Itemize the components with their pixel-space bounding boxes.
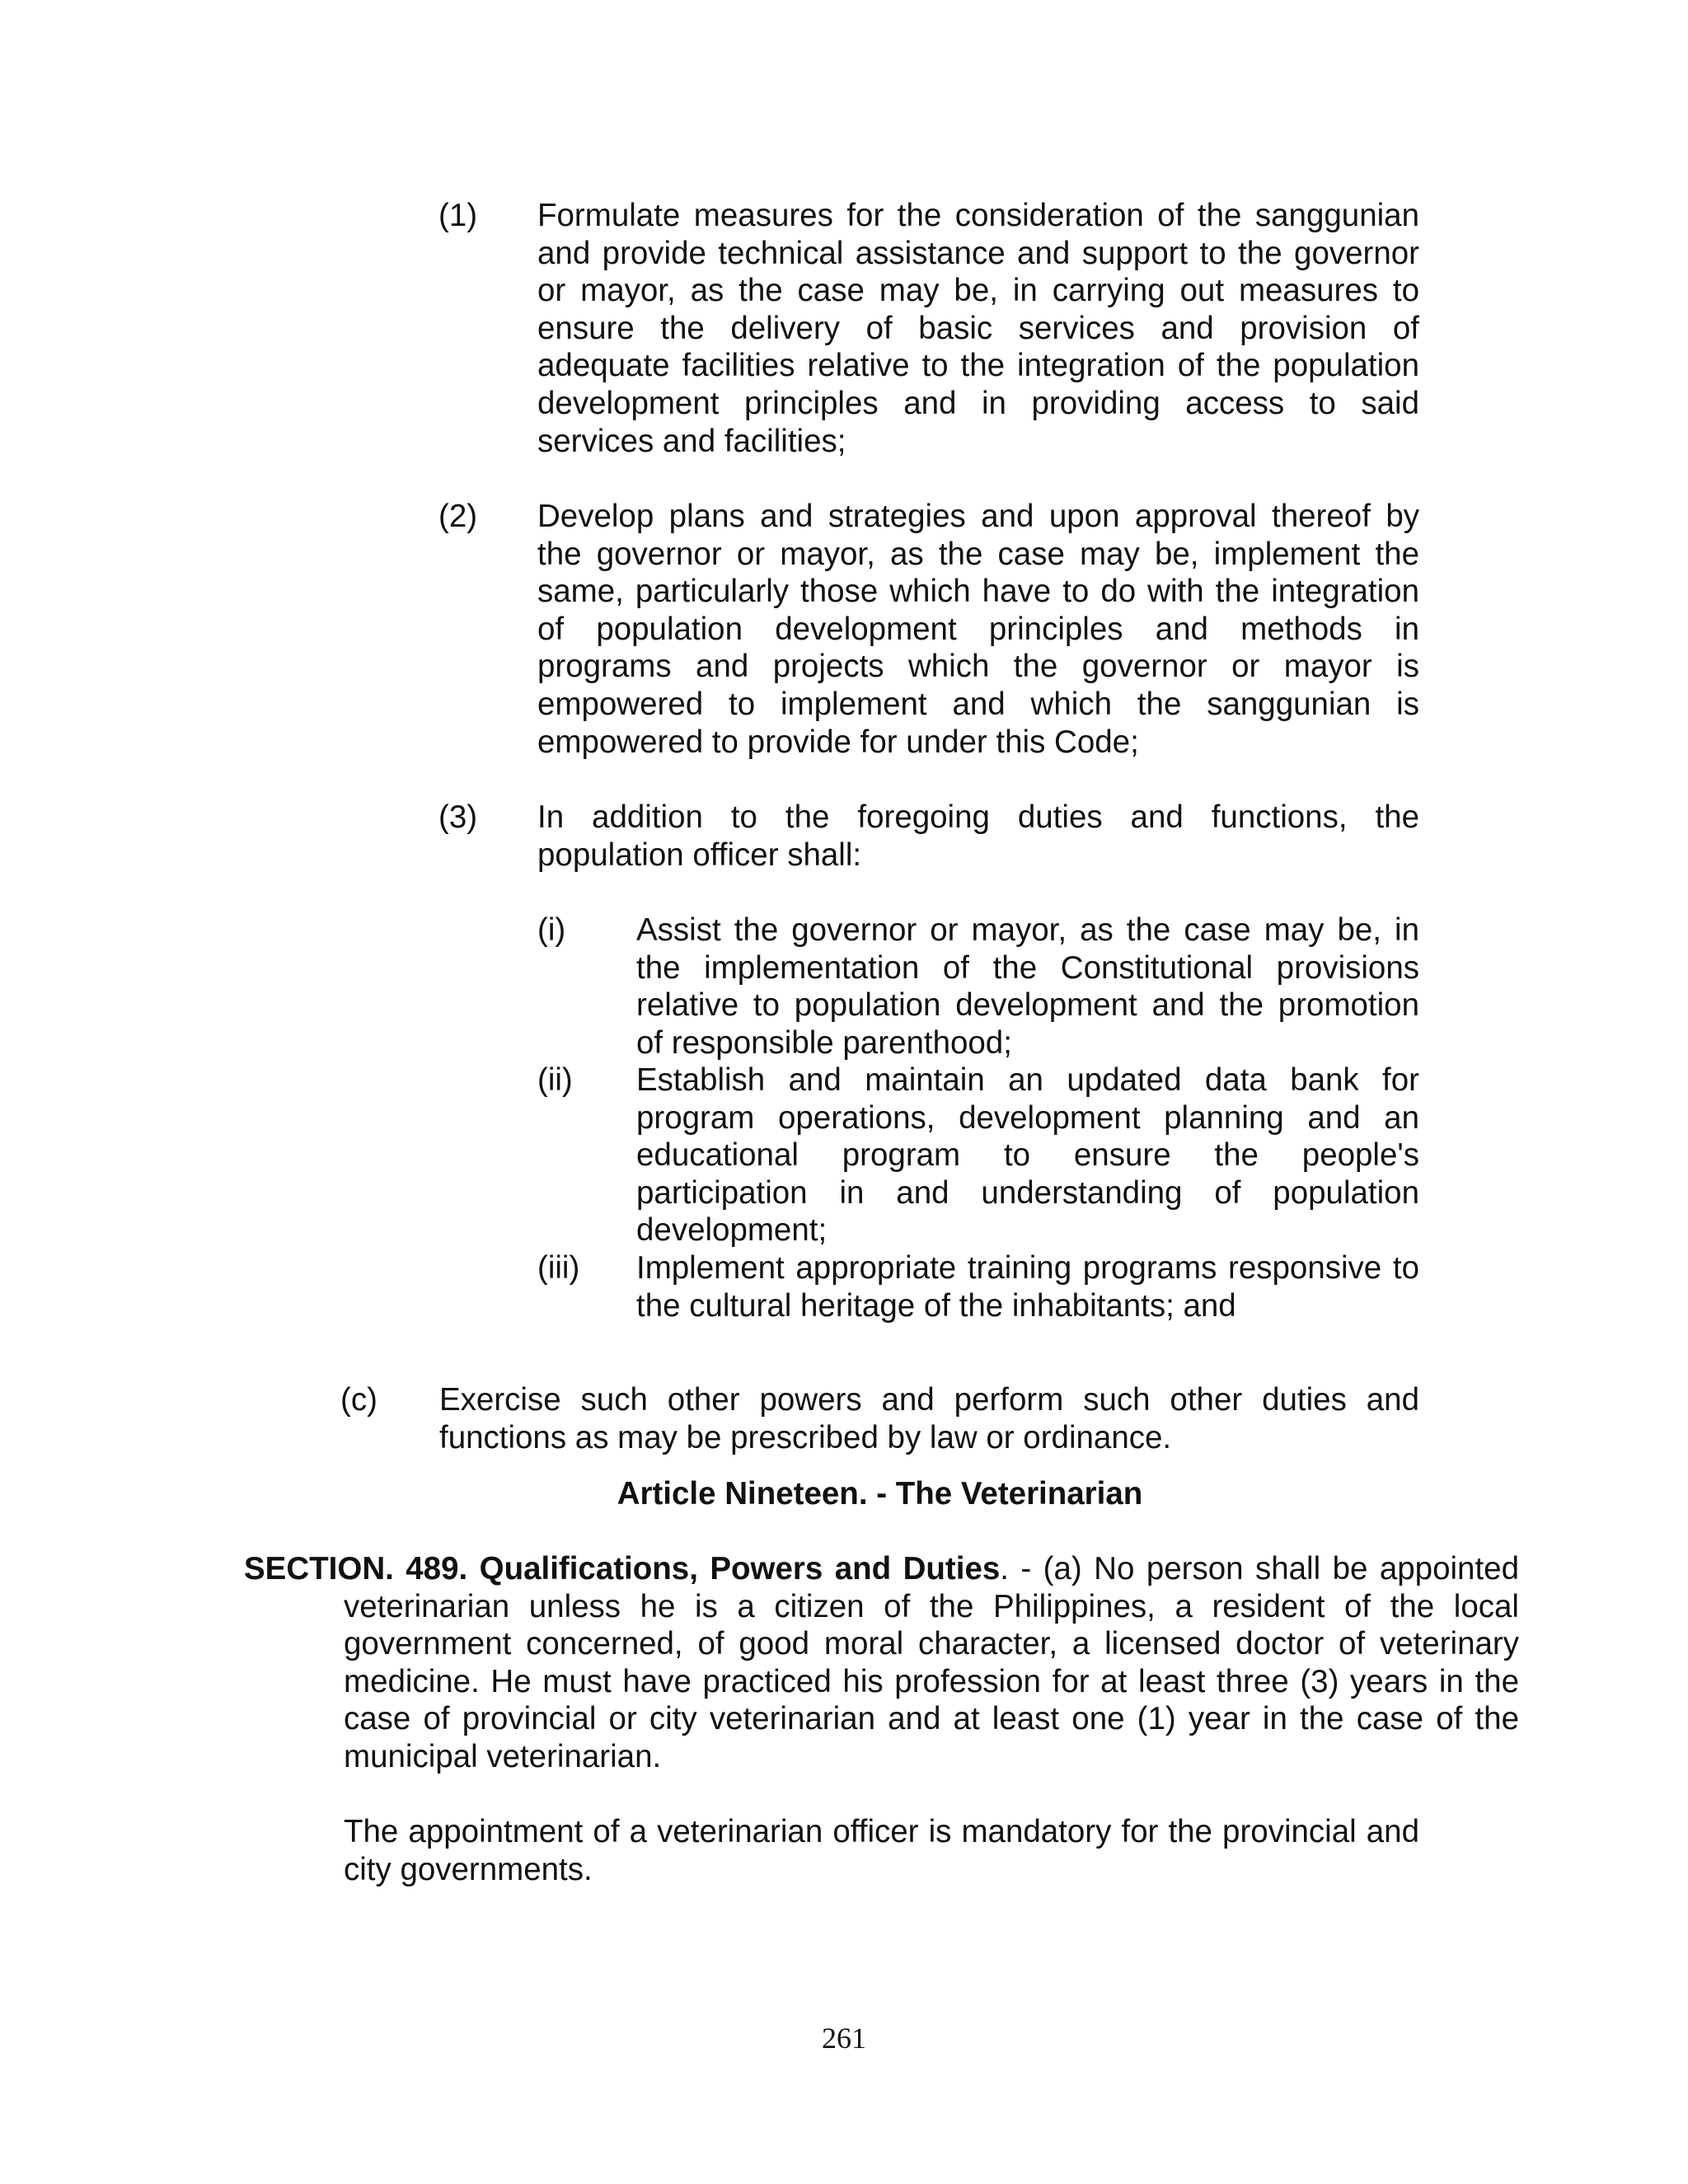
list-item-marker: (c) xyxy=(340,1382,377,1418)
section-text: . - (a) No person shall be appointed veterinarian unless he is a citizen of the Philippines, a resident of the local government concerned, of good moral character, a licensed doctor of veterinary medicine. He must have practiced his profession for at least three (3) years in the case of provincial or city veterinarian and at least one (1) year in the case of the municipal veterinarian. xyxy=(344,1551,1519,1774)
list-item-text: Develop plans and strategies and upon approval thereof by the governor or mayor, as the case may be, implement the same, particularly those which have to do with the integration of population development principles and methods in programs and projects which the governor or mayor is empowered to implement and which the sanggunian is empowered to provide for under this Code; xyxy=(537,499,1419,760)
sub-item-marker: (iii) xyxy=(537,1250,580,1286)
list-item-text: Formulate measures for the consideration of the sanggunian and provide technical assistance and support to the governor or mayor, as the case may be, in carrying out measures to ensure the delivery of basic services and provision of adequate facilities relative to the integration of the population development principles and in providing access to said services and facilities; xyxy=(537,198,1419,459)
sub-item-text: Assist the governor or mayor, as the case may be, in the implementation of the Constitutional provisions relative to population development and the promotion of responsible parenthood; xyxy=(636,912,1419,1061)
section-489 xyxy=(244,1550,1519,1776)
page-number: 261 xyxy=(822,2022,866,2055)
body-paragraph: The appointment of a veterinarian officer is mandatory for the provincial and city governments. xyxy=(344,1814,1419,1887)
article-heading: Article Nineteen. - The Veterinarian xyxy=(617,1476,1143,1511)
sub-item-text: Establish and maintain an updated data bank for program operations, development planning and an educational program to ensure the people's participation in and understanding of population development; xyxy=(636,1062,1419,1249)
sub-item-marker: (i) xyxy=(537,912,566,948)
list-item-marker: (1) xyxy=(438,198,478,233)
list-item-marker: (2) xyxy=(438,499,478,534)
sub-item-text: Implement appropriate training programs responsive to the cultural heritage of the inhabitants; and xyxy=(636,1250,1419,1324)
list-item-text: In addition to the foregoing duties and functions, the population officer shall: xyxy=(537,799,1419,873)
list-item-text: Exercise such other powers and perform such other duties and functions as may be prescribed by law or ordinance. xyxy=(439,1382,1419,1455)
section-heading: SECTION. 489. Qualifications, Powers and Duties xyxy=(244,1551,1001,1586)
list-item-marker: (3) xyxy=(438,799,478,835)
sub-item-marker: (ii) xyxy=(537,1062,573,1098)
